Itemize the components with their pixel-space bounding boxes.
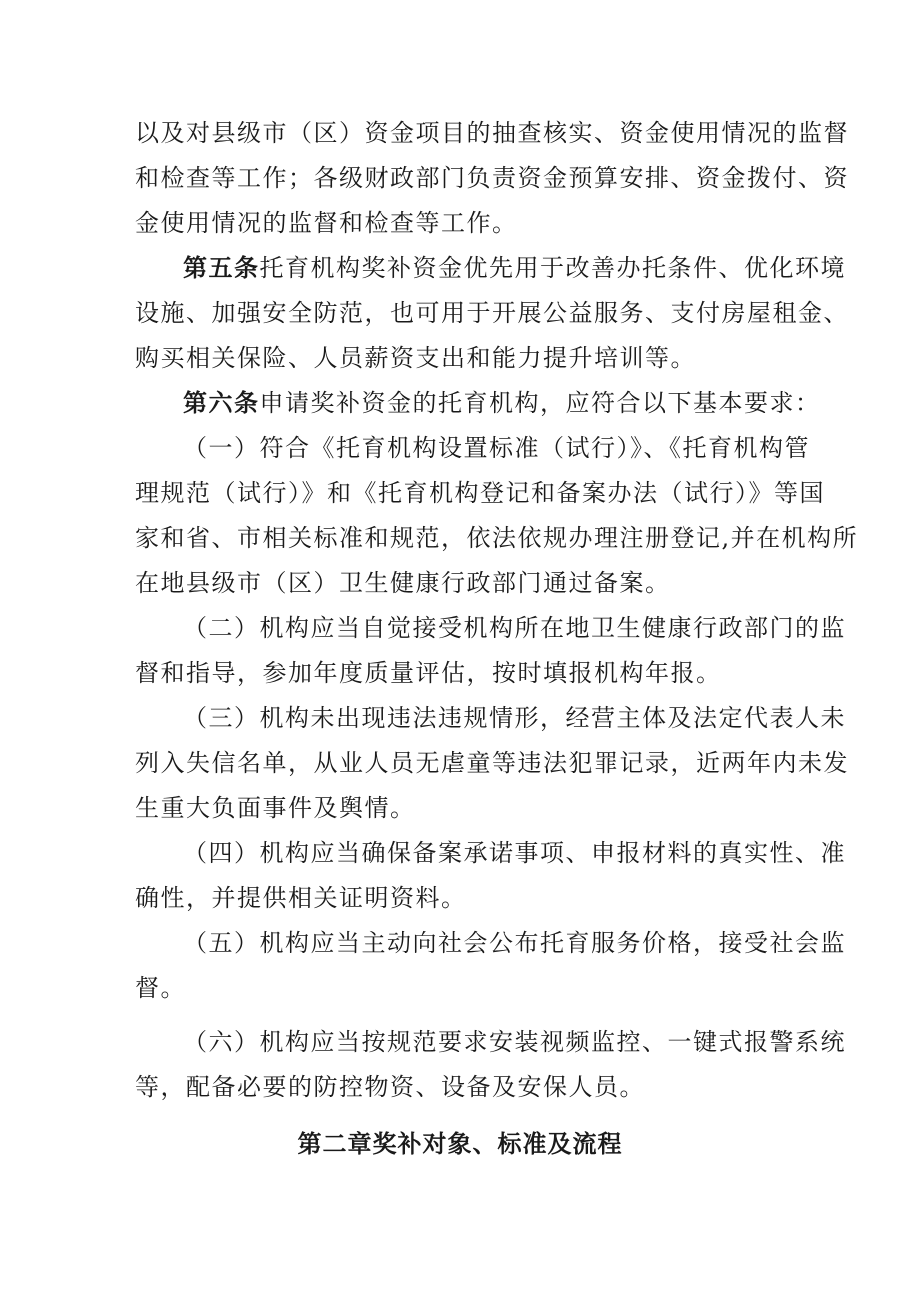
article-6-text: 申请奖补资金的托育机构，应符合以下基本要求：: [259, 389, 821, 417]
list-item-5-first-line: （五）机构应当主动向社会公布托育服务价格，接受社会监: [183, 929, 846, 957]
paragraph-line: 理规范（试行）》和《托育机构登记和备案办法（试行）》等国: [135, 479, 825, 507]
paragraph-line: 等，配备必要的防控物资、设备及安保人员。: [135, 1073, 645, 1101]
paragraph-line: 和检查等工作；各级财政部门负责资金预算安排、资金拨付、资: [135, 164, 849, 192]
paragraph-line: 家和省、市相关标准和规范，依法依规办理注册登记,并在机构所: [135, 524, 859, 552]
article-5-label: 第五条: [183, 254, 260, 282]
article-6-first-line: [183, 388, 821, 418]
paragraph-line: 设施、加强安全防范，也可用于开展公益服务、支付房屋租金、: [135, 299, 849, 327]
list-item-2-first-line: （二）机构应当自觉接受机构所在地卫生健康行政部门的监: [183, 614, 846, 642]
paragraph-line: 列入失信名单，从业人员无虐童等违法犯罪记录，近两年内未发: [135, 749, 849, 777]
article-6-label: 第六条: [183, 389, 260, 417]
paragraph-line: 确性，并提供相关证明资料。: [135, 884, 467, 912]
paragraph-line: 在地县级市（区）卫生健康行政部门通过备案。: [135, 569, 671, 597]
article-5-text: 托育机构奖补资金优先用于改善办托条件、优化环境: [259, 254, 846, 282]
list-item-4-first-line: （四）机构应当确保备案承诺事项、申报材料的真实性、准: [183, 839, 846, 867]
list-item-6-first-line: （六）机构应当按规范要求安装视频监控、一键式报警系统: [183, 1028, 846, 1056]
list-item-1-first-line: （一）符合《托育机构设置标准（试行）》、《托育机构管: [183, 434, 810, 462]
article-5-first-line: [183, 253, 846, 283]
paragraph-line: 金使用情况的监督和检查等工作。: [135, 209, 518, 237]
paragraph-line: 督。: [135, 974, 186, 1002]
paragraph-line: 督和指导，参加年度质量评估，按时填报机构年报。: [135, 659, 722, 687]
chapter-heading: 第二章奖补对象、标准及流程: [297, 1130, 623, 1158]
paragraph-line: 生重大负面事件及舆情。: [135, 794, 416, 822]
paragraph-line: 以及对县级市（区）资金项目的抽查核实、资金使用情况的监督: [135, 119, 849, 147]
paragraph-line: 购买相关保险、人员薪资支出和能力提升培训等。: [135, 344, 696, 372]
list-item-3-first-line: （三）机构未出现违法违规情形，经营主体及法定代表人未: [183, 704, 846, 732]
